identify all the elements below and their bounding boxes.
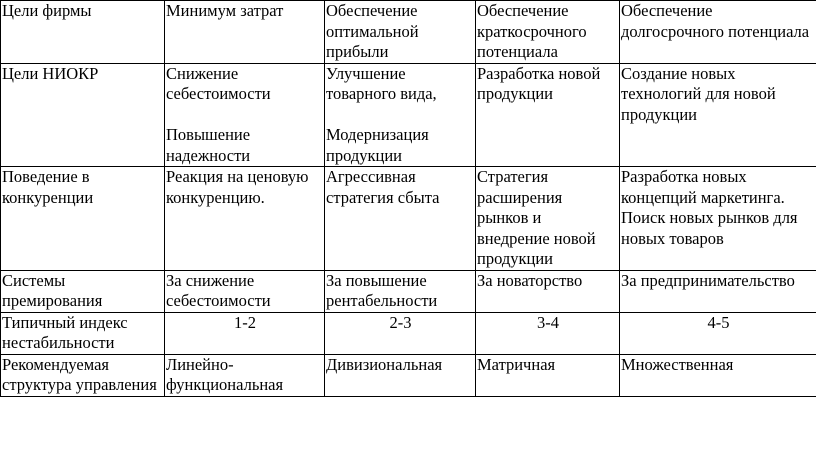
row-label: Типичный индекс нестабильности (1, 312, 165, 354)
table-cell: 2-3 (325, 312, 476, 354)
table-row-bonus (1, 270, 816, 312)
table-cell: Разработка новых концепций маркетинга. Поиск новых рынков для новых товаров (620, 167, 816, 271)
table-cell: Разработка новой продукции (476, 63, 620, 167)
row-label: Цели НИОКР (1, 63, 165, 167)
table-cell: Множественная (620, 354, 816, 396)
table-cell: Стратегия расширения рынков и внедрение новой продукции (476, 167, 620, 271)
table-cell: Улучшение товарного вида, Модернизация продукции (325, 63, 476, 167)
row-label: Рекомендуемая структура управления (1, 354, 165, 396)
header-cell-long-term: Обеспечение долгосрочного потенциала (620, 1, 816, 64)
header-row (1, 1, 816, 64)
header-cell-optimal-profit: Обеспечение оптимальной прибыли (325, 1, 476, 64)
row-label: Системы премирования (1, 270, 165, 312)
row-label: Поведение в конкуренции (1, 167, 165, 271)
table-cell: Матричная (476, 354, 620, 396)
table-row-structure (1, 354, 816, 396)
table-cell: За новаторство (476, 270, 620, 312)
table-cell: Дивизиональная (325, 354, 476, 396)
table-cell: 1-2 (165, 312, 325, 354)
table-cell: За повышение рентабельности (325, 270, 476, 312)
table-cell: За предпринимательство (620, 270, 816, 312)
table-cell: 3-4 (476, 312, 620, 354)
table-row-rnd-goals (1, 63, 816, 167)
table-row-instability (1, 312, 816, 354)
table-cell: Снижение себестоимости Повышение надежности (165, 63, 325, 167)
table-cell: За снижение себестоимости (165, 270, 325, 312)
table-cell: Агрессивная стратегия сбыта (325, 167, 476, 271)
table-row-competition (1, 167, 816, 271)
header-cell-goals: Цели фирмы (1, 1, 165, 64)
table-cell: Создание новых технологий для новой продукции (620, 63, 816, 167)
table-cell: Реакция на ценовую конкуренцию. (165, 167, 325, 271)
table-cell: 4-5 (620, 312, 816, 354)
header-cell-min-cost: Минимум затрат (165, 1, 325, 64)
table-cell: Линейно- функциональная (165, 354, 325, 396)
header-cell-short-term: Обеспечение краткосрочного потенциала (476, 1, 620, 64)
